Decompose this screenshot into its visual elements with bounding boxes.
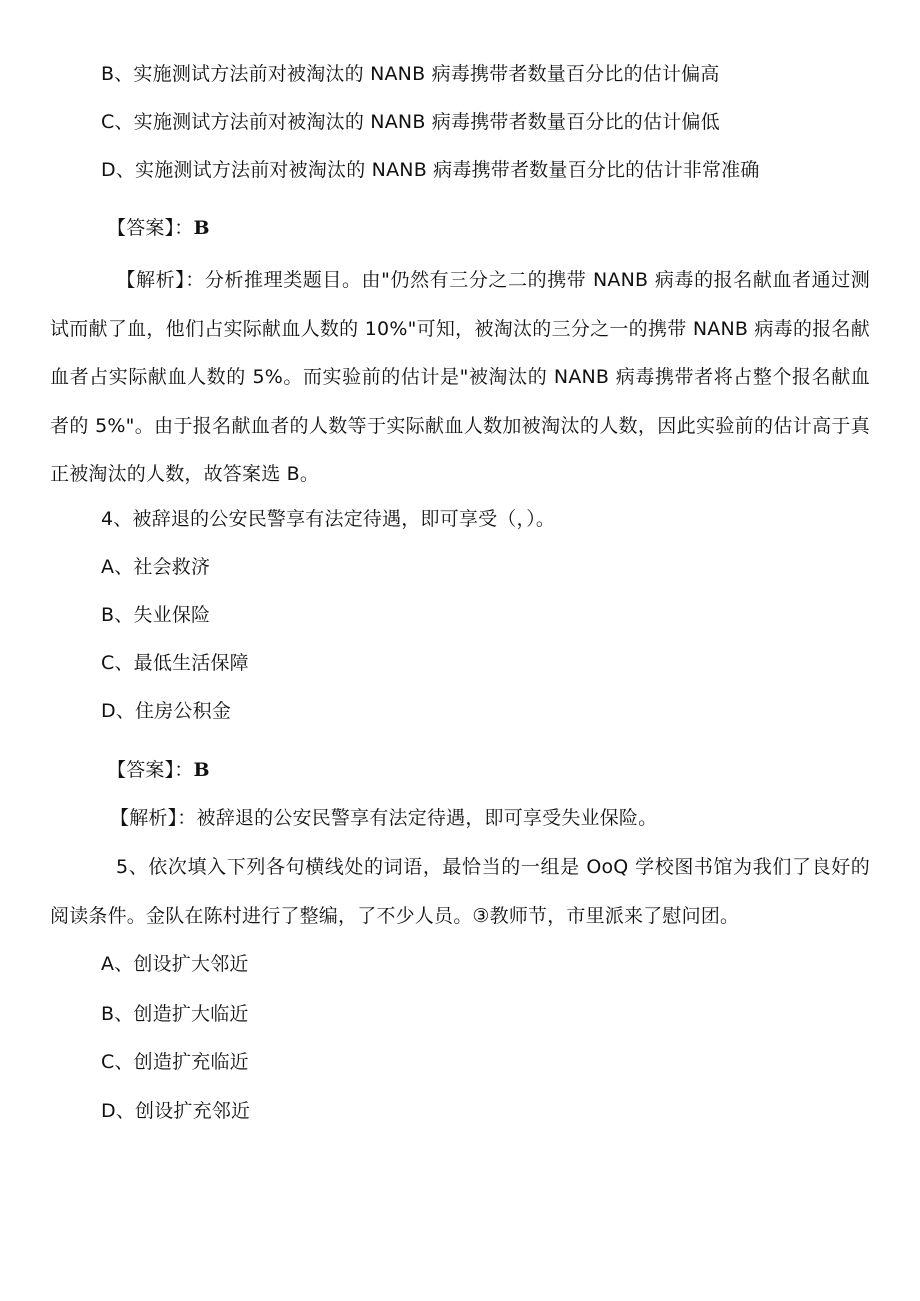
q4-option-c: C、最低生活保障 bbox=[101, 652, 249, 674]
q4-option-d: D、住房公积金 bbox=[101, 700, 232, 722]
q5-question bbox=[50, 843, 870, 940]
q3-option-c: C、实施测试方法前对被淘汰的 NANB 病毒携带者数量百分比的估计偏低 bbox=[101, 111, 720, 133]
q5-question-text: 5、依次填入下列各句横线处的词语，最恰当的一组是 OoQ 学校图书馆为我们了良好的阅读条件。金队在陈村进行了整编，了不少人员。③教师节，市里派来了慰问团。 bbox=[50, 856, 870, 927]
q4-analysis-text: 被辞退的公安民警享有法定待遇，即可享受失业保险。 bbox=[196, 807, 658, 829]
q4-analysis bbox=[110, 806, 657, 830]
q3-answer-label: 【答案】： bbox=[107, 217, 194, 239]
q5-option-c: C、创造扩充临近 bbox=[101, 1051, 249, 1073]
q4-question: 4、被辞退的公安民警享有法定待遇，即可享受（，）。 bbox=[101, 508, 556, 530]
q4-answer-label: 【答案】： bbox=[107, 759, 194, 781]
q3-answer-value: B bbox=[193, 217, 210, 239]
q3-analysis-label: 【解析】： bbox=[116, 269, 205, 291]
q3-analysis bbox=[50, 256, 870, 499]
q4-option-a: A、社会救济 bbox=[101, 556, 211, 578]
q4-option-b: B、失业保险 bbox=[101, 604, 211, 626]
q3-analysis-text: 分析推理类题目。由"仍然有三分之二的携带 NANB 病毒的报名献血者通过测试而献了血，他们占实际献血人数的 10%"可知，被淘汰的三分之一的携带 NANB 病毒的报名献血者占实际献血人数的 5%。而实验前的估计是"被淘汰的 NANB 病毒携带者将占整个报名献血者的 5%"。由于报名献血者的人数等于实际献血人数加被淘汰的人数，因此实验前的估计高于真正被淘汰的人数，故答案选 B。 bbox=[50, 269, 870, 485]
q3-option-d: D、实施测试方法前对被淘汰的 NANB 病毒携带者数量百分比的估计非常准确 bbox=[101, 159, 760, 181]
q5-option-a: A、创设扩大邻近 bbox=[101, 953, 249, 975]
q3-option-b: B、实施测试方法前对被淘汰的 NANB 病毒携带者数量百分比的估计偏高 bbox=[101, 63, 720, 85]
q4-answer bbox=[107, 758, 210, 782]
q4-analysis-label: 【解析】： bbox=[110, 807, 197, 829]
q5-option-b: B、创造扩大临近 bbox=[101, 1003, 249, 1025]
q3-answer bbox=[107, 216, 210, 240]
q4-answer-value: B bbox=[193, 759, 210, 781]
q5-option-d: D、创设扩充邻近 bbox=[101, 1100, 251, 1122]
